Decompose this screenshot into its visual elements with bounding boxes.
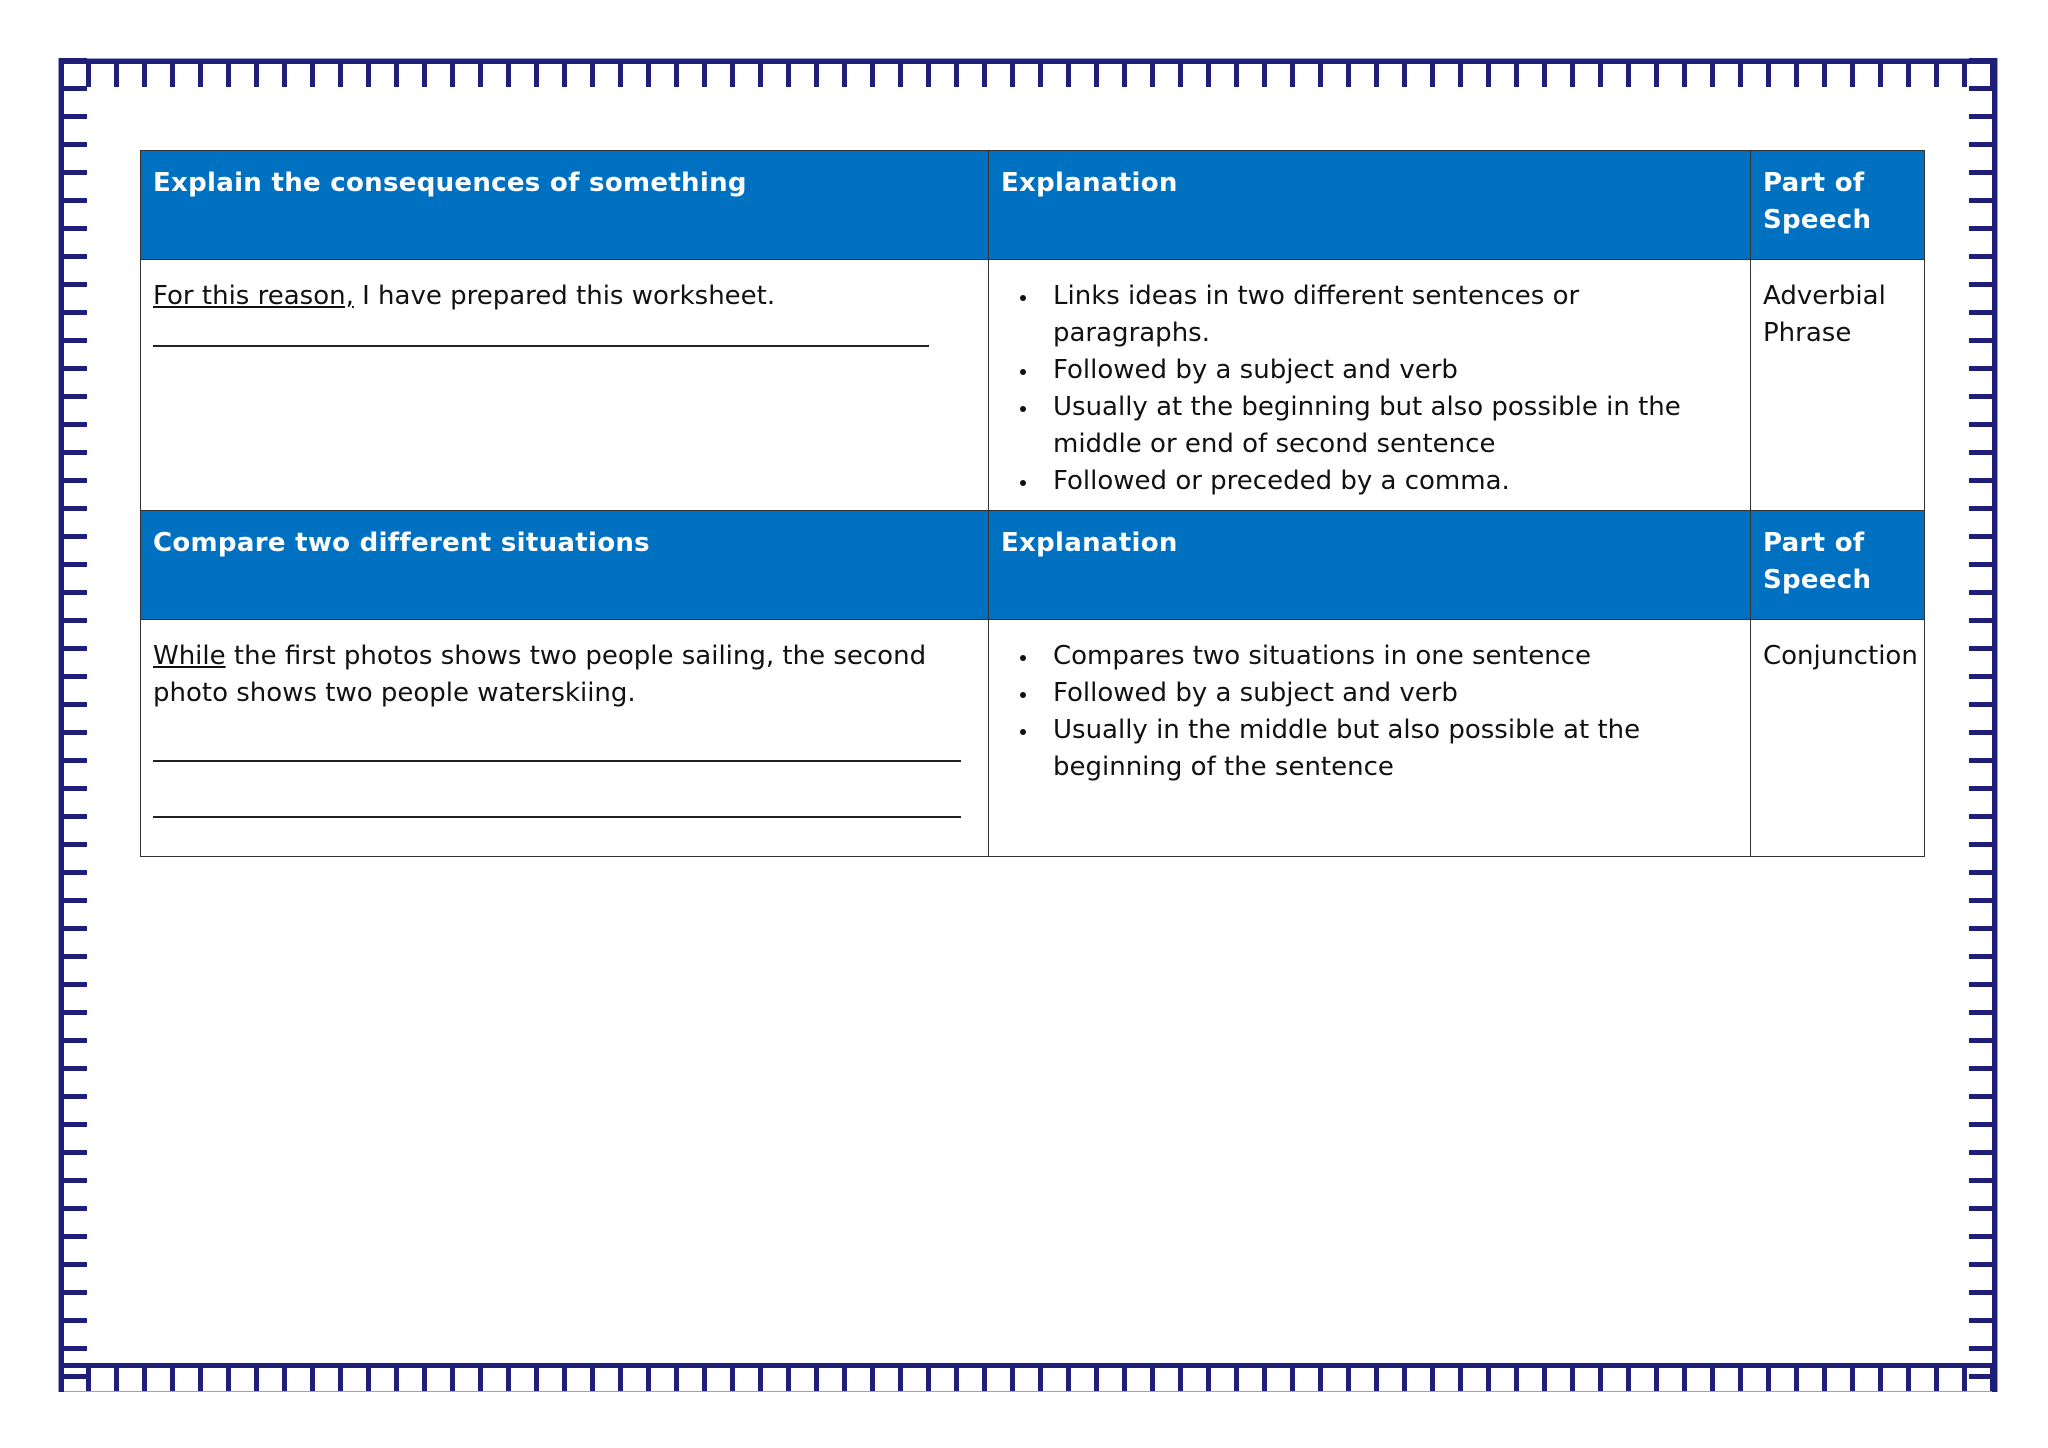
part-of-speech-header: Part of Speech (1751, 511, 1925, 620)
section-header-row (141, 151, 1925, 260)
part-of-speech-cell: Conjunction (1751, 620, 1925, 857)
example-sentence: the first photos shows two people sailing, the second photo shows two people waterskiing. (153, 641, 927, 708)
answer-line[interactable] (153, 798, 961, 818)
explanation-list (1001, 278, 1738, 500)
explanation-header: Explanation (989, 151, 1751, 260)
section-header-row (141, 511, 1925, 620)
part-of-speech-cell: Adverbial Phrase (1751, 260, 1925, 511)
list-item: • Links ideas in two different sentences or paragraphs. (1039, 278, 1738, 352)
list-item: • Followed by a subject and verb (1039, 675, 1738, 712)
function-header: Compare two different situations (141, 511, 989, 620)
part-of-speech-header: Part of Speech (1751, 151, 1925, 260)
border-left (58, 58, 87, 1392)
list-item: • Followed or preceded by a comma. (1039, 463, 1738, 500)
linking-words-table (140, 150, 1925, 857)
border-top (58, 58, 1998, 87)
target-phrase: For this reason, (153, 281, 354, 311)
explanation-list (1001, 638, 1738, 786)
example-cell (141, 620, 989, 857)
list-item: • Followed by a subject and verb (1039, 352, 1738, 389)
example-cell (141, 260, 989, 511)
list-item: • Usually in the middle but also possible at the beginning of the sentence (1039, 712, 1738, 786)
answer-line[interactable] (153, 327, 929, 347)
table-row (141, 260, 1925, 511)
answer-line[interactable] (153, 742, 961, 762)
border-right (1969, 58, 1998, 1392)
border-bottom (58, 1363, 1998, 1392)
list-item: • Usually at the beginning but also possible in the middle or end of second sentence (1039, 389, 1738, 463)
explanation-cell (989, 620, 1751, 857)
example-sentence: I have prepared this worksheet. (353, 281, 776, 311)
explanation-cell (989, 260, 1751, 511)
list-item: • Compares two situations in one sentence (1039, 638, 1738, 675)
explanation-header: Explanation (989, 511, 1751, 620)
target-phrase: While (153, 641, 226, 671)
function-header: Explain the consequences of something (141, 151, 989, 260)
table-row (141, 620, 1925, 857)
